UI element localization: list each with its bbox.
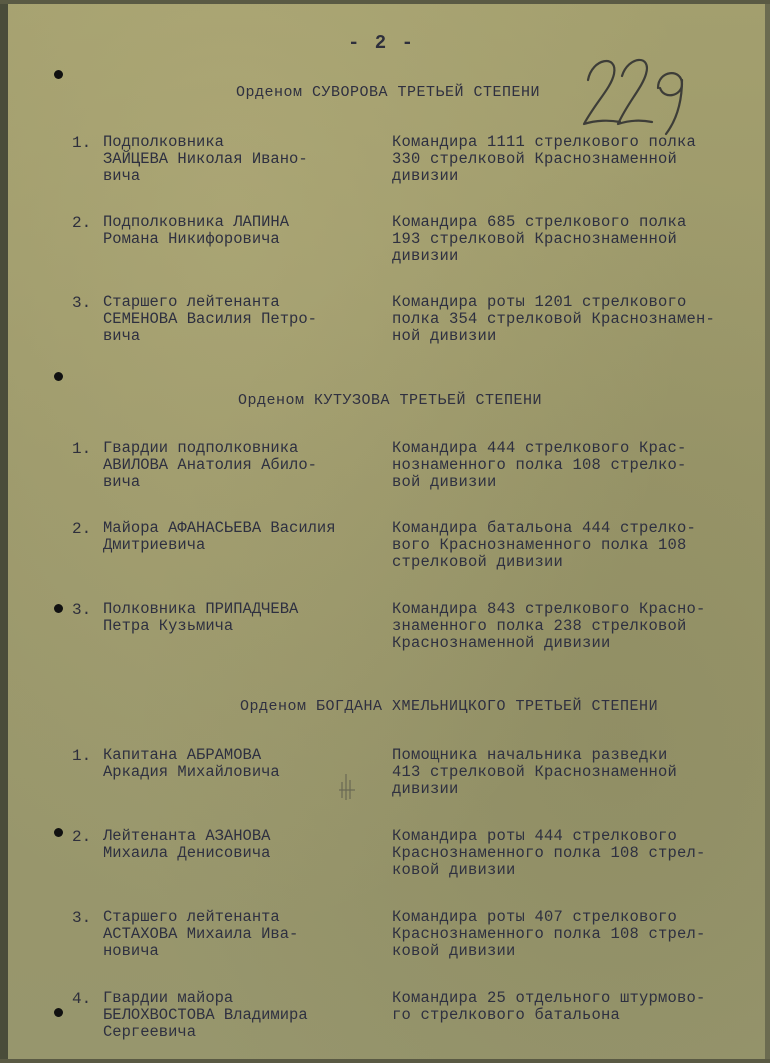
recipient-name: Подполковника ЗАЙЦЕВА Николая Ивано- вича [103, 133, 308, 185]
recipient-position: Помощника начальника разведки 413 стрелковой Краснознаменной дивизии [392, 746, 678, 798]
entry-number: 1. [72, 747, 92, 765]
entry-number: 3. [72, 294, 92, 312]
handwritten-page-number [578, 40, 698, 140]
recipient-position: Командира 25 отдельного штурмово- го стрелкового батальона [392, 989, 706, 1024]
punch-hole [54, 70, 63, 79]
recipient-position: Командира батальона 444 стрелко- вого Краснознаменного полка 108 стрелковой дивизии [392, 519, 697, 571]
entry-number: 2. [72, 828, 92, 846]
punch-hole [54, 604, 63, 613]
scan-edge-left [0, 0, 8, 1063]
ink-smudge [336, 772, 358, 802]
entry-number: 3. [72, 909, 92, 927]
recipient-name: Капитана АБРАМОВА Аркадия Михайловича [103, 746, 280, 781]
recipient-position: Командира 843 стрелкового Красно- знаменного полка 238 стрелковой Краснознаменной дивизии [392, 600, 706, 652]
entry-number: 2. [72, 214, 92, 232]
recipient-name: Старшего лейтенанта СЕМЕНОВА Василия Петро- вича [103, 293, 317, 345]
entry-number: 4. [72, 990, 92, 1008]
entry-number: 2. [72, 520, 92, 538]
recipient-name: Полковника ПРИПАДЧЕВА Петра Кузьмича [103, 600, 299, 635]
recipient-position: Командира роты 1201 стрелкового полка 354 стрелковой Краснознамен- ной дивизии [392, 293, 716, 345]
scan-edge-top [0, 0, 770, 4]
recipient-position: Командира роты 444 стрелкового Краснознаменного полка 108 стрел- ковой дивизии [392, 827, 706, 879]
recipient-name: Лейтенанта АЗАНОВА Михаила Денисовича [103, 827, 271, 862]
scan-edge-bottom [0, 1059, 770, 1063]
page-number: - 2 - [348, 32, 416, 54]
entry-number: 1. [72, 134, 92, 152]
section-heading-suvorov: Орденом СУВОРОВА ТРЕТЬЕЙ СТЕПЕНИ [236, 84, 541, 101]
section-heading-khmelnitsky: Орденом БОГДАНА ХМЕЛЬНИЦКОГО ТРЕТЬЕЙ СТЕПЕНИ [240, 698, 659, 715]
punch-hole [54, 1008, 63, 1017]
entry-number: 3. [72, 601, 92, 619]
punch-hole [54, 828, 63, 837]
handwritten-number-drawing [578, 40, 698, 140]
recipient-name: Гвардии майора БЕЛОХВОСТОВА Владимира Сергеевича [103, 989, 308, 1041]
recipient-name: Гвардии подполковника АВИЛОВА Анатолия Абило- вича [103, 439, 317, 491]
recipient-name: Старшего лейтенанта АСТАХОВА Михаила Ива- новича [103, 908, 299, 960]
punch-hole [54, 372, 63, 381]
recipient-name: Подполковника ЛАПИНА Романа Никифоровича [103, 213, 290, 248]
recipient-position: Командира 444 стрелкового Крас- нознаменного полка 108 стрелко- вой дивизии [392, 439, 687, 491]
recipient-name: Майора АФАНАСЬЕВА Василия Дмитриевича [103, 519, 336, 554]
recipient-position: Командира 685 стрелкового полка 193 стрелковой Краснознаменной дивизии [392, 213, 687, 265]
entry-number: 1. [72, 440, 92, 458]
recipient-position: Командира 1111 стрелкового полка 330 стрелковой Краснознаменной дивизии [392, 133, 697, 185]
section-heading-kutuzov: Орденом КУТУЗОВА ТРЕТЬЕЙ СТЕПЕНИ [238, 392, 543, 409]
recipient-position: Командира роты 407 стрелкового Краснознаменного полка 108 стрел- ковой дивизии [392, 908, 706, 960]
